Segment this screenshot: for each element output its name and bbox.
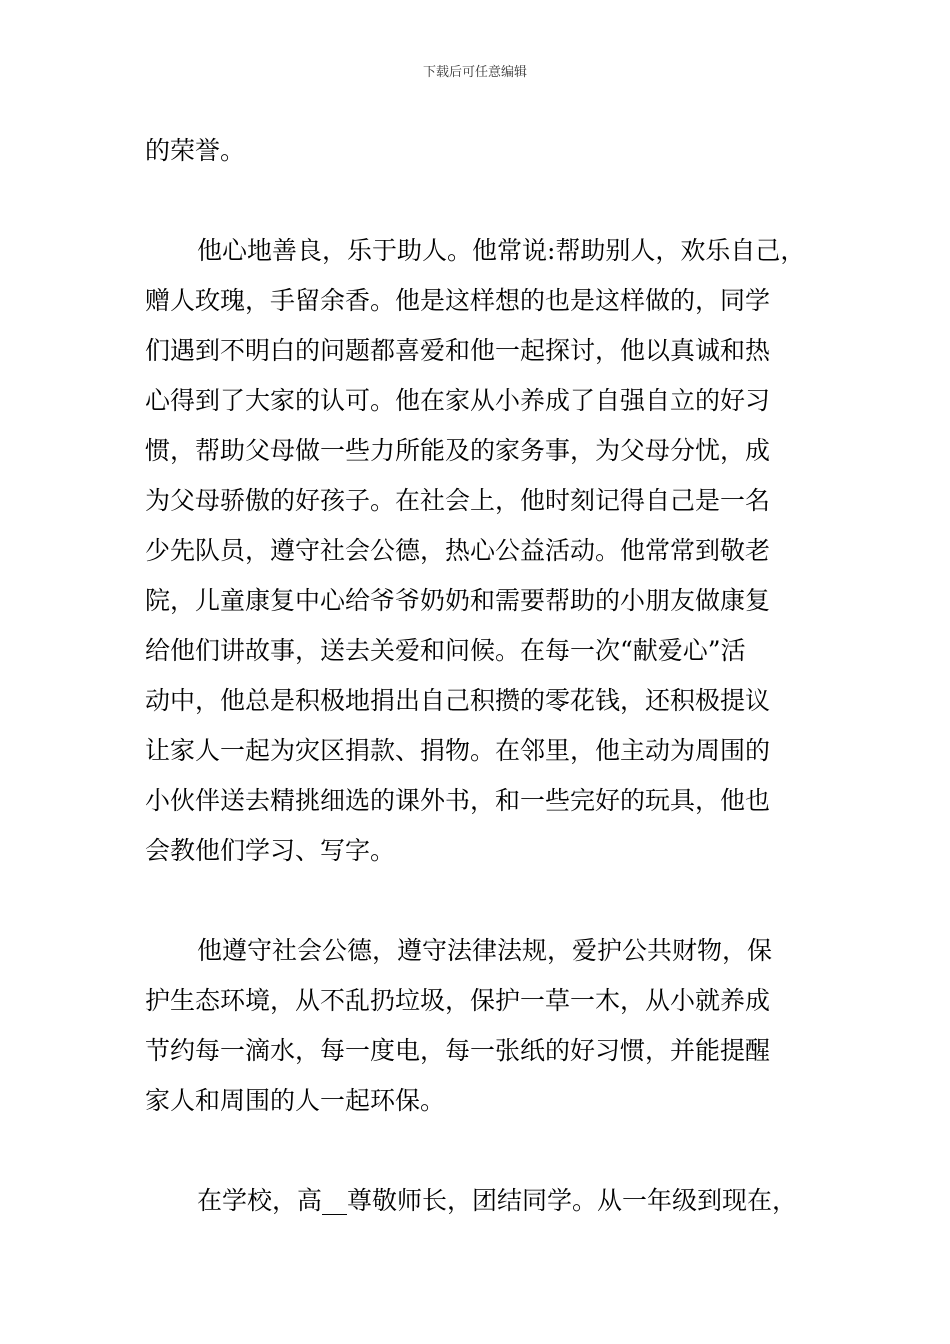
text-line: 他遵守社会公德，遵守法律法规，爱护公共财物，保 [197,936,773,965]
text-line: 们遇到不明白的问题都喜爱和他一起探讨，他以真诚和热 [145,336,771,365]
page-header: 下载后可任意编辑 [422,65,527,80]
text-line: 节约每一滴水，每一度电，每一张纸的好习惯，并能提醒 [145,1036,771,1065]
text-line: 少先队员，遵守社会公德，热心公益活动。他常常到敬老 [145,536,771,565]
text-line: 院，儿童康复中心给爷爷奶奶和需要帮助的小朋友做康复 [145,586,771,615]
paragraph-3 [145,926,835,1126]
text-line: 护生态环境，从不乱扔垃圾，保护一草一木，从小就养成 [145,986,771,1015]
paragraph-1 [145,126,835,176]
paragraph-2 [145,226,835,876]
text-line: 动中，他总是积极地捐出自己积攒的零花钱，还积极提议 [145,686,771,715]
text-line: 惯，帮助父母做一些力所能及的家务事，为父母分忧，成 [145,436,771,465]
text-line: 的荣誉。 [145,136,246,165]
text-line: 心得到了大家的认可。他在家从小养成了自强自立的好习 [145,386,771,415]
paragraph-gap [145,876,835,926]
text-line: 给他们讲故事，送去关爱和问候。在每一次“献爱心”活 [145,636,746,665]
text-line: 在学校，高__尊敬师长，团结同学。从一年级到现在， [197,1186,798,1215]
paragraph-gap [145,176,835,226]
text-line: 家人和周围的人一起环保。 [145,1086,446,1115]
document-body [145,126,835,1226]
text-line: 他心地善良，乐于助人。他常说:帮助别人，欢乐自己， [197,236,806,265]
text-line: 会教他们学习、写字。 [145,836,396,865]
text-line: 赠人玫瑰，手留余香。他是这样想的也是这样做的，同学 [145,286,771,315]
text-line: 让家人一起为灾区捐款、捐物。在邻里，他主动为周围的 [145,736,771,765]
paragraph-4 [145,1176,835,1226]
paragraph-gap [145,1126,835,1176]
text-line: 小伙伴送去精挑细选的课外书，和一些完好的玩具，他也 [145,786,771,815]
text-line: 为父母骄傲的好孩子。在社会上，他时刻记得自己是一名 [145,486,771,515]
